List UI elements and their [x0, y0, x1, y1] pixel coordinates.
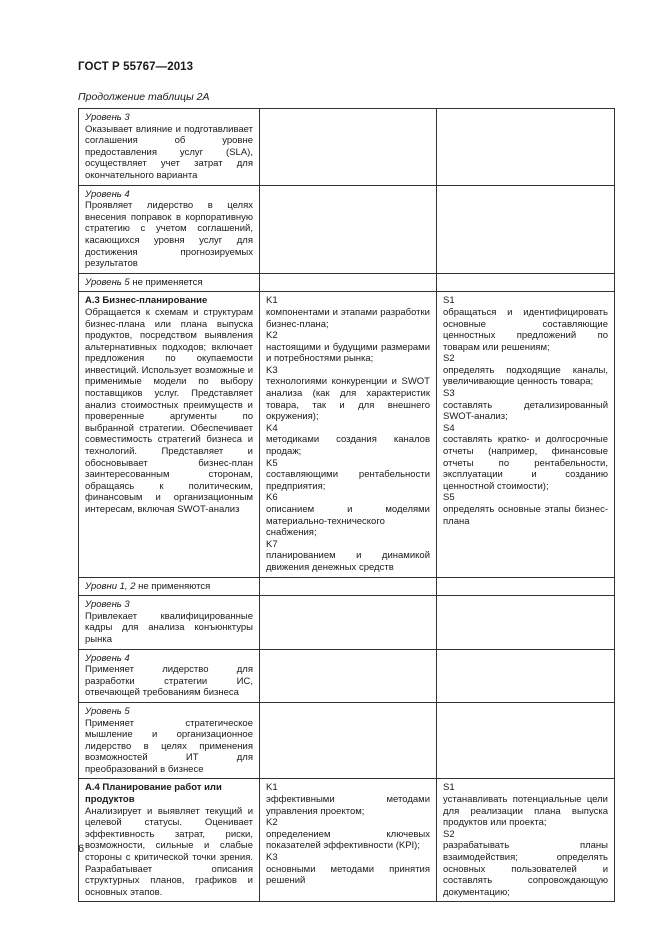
level-description: Применяет стратегическое мышление и организационное лидерство в целях применения возможностей ИТ для преобразований в бизнесе: [85, 717, 253, 775]
empty-cell: [437, 185, 615, 273]
skills-cell: [437, 779, 615, 902]
knowledge-code: K7: [266, 538, 278, 550]
empty-cell: [260, 596, 437, 649]
knowledge-cell: [260, 292, 437, 577]
skill-text: определять основные этапы бизнес-плана: [443, 504, 608, 527]
competence-table: [78, 108, 615, 902]
competence-cell: [79, 779, 260, 902]
knowledge-code: K2: [266, 330, 278, 342]
empty-cell: [437, 596, 615, 649]
table-row: [79, 185, 615, 273]
skill-text: составлять детализированный SWOT-анализ;: [443, 399, 608, 423]
level-description: Привлекает квалифицированные кадры для анализа конъюнктуры рынка: [85, 610, 253, 645]
empty-cell: [260, 702, 437, 779]
competence-cell: [79, 292, 260, 577]
level-label: Уровень 3: [85, 112, 130, 123]
empty-cell: [437, 109, 615, 186]
knowledge-code: K6: [266, 492, 278, 504]
knowledge-code: K4: [266, 422, 278, 434]
knowledge-text: планированием и динамикой движения денежных средств: [266, 550, 430, 573]
note-level-label: Уровни 1, 2: [85, 580, 136, 592]
competence-table-body: [79, 109, 615, 902]
table-row: [79, 292, 615, 577]
skill-code: S5: [443, 492, 455, 504]
level-label: Уровень 3: [85, 599, 130, 611]
knowledge-text: технологиями конкуренции и SWOT анализа (как для характеристик товара, так и для внешнего окружения);: [266, 376, 430, 423]
level-cell: [79, 702, 260, 779]
level-cell: [79, 185, 260, 273]
knowledge-text: описанием и моделями материально-технического снабжения;: [266, 504, 430, 539]
skill-text: разрабатывать планы взаимодействия; определять основных пользователей и составлять сопровождающую документацию;: [443, 840, 608, 898]
knowledge-text: эффективными методами управления проектом;: [266, 794, 430, 817]
knowledge-text: определением ключевых показателей эффективности (KPI);: [266, 828, 430, 852]
empty-cell: [260, 649, 437, 702]
skill-code: S1: [443, 295, 455, 307]
level-cell: [79, 596, 260, 649]
skill-text: обращаться и идентифицировать основные составляющие ценностных предложений по товарам или решениям;: [443, 306, 608, 353]
empty-cell: [437, 649, 615, 702]
competence-title: А.3 Бизнес-планирование: [85, 295, 208, 307]
table-continuation-caption: Продолжение таблицы 2А: [78, 91, 210, 103]
competence-description: Обращается к схемам и структурам бизнес-плана или плана выпуска продуктов, посредством выявления альтернативных подходов; включает предложения по окупаемости инвестиций. Использует возможные и применимые модели по выбору поставщиков услуг. Представляет анализ стоимостных преимуществ и проверенные аргументы по выбранной стратегии. Обеспечивает совместимость стратегий бизнеса и технологий. Представляет и обосновывает бизнес-план заинтересованным сторонам, обращаясь к политическим, финансовым и организационным интересам, включая SWOT-анализ: [85, 306, 253, 515]
skill-text: устанавливать потенциальные цели для реализации плана выпуска продуктов или проекта;: [443, 794, 608, 829]
empty-cell: [260, 185, 437, 273]
skill-code: S2: [443, 828, 455, 840]
level-label: Уровень 4: [85, 652, 130, 664]
empty-cell: [437, 577, 615, 596]
note-cell: [79, 273, 260, 292]
knowledge-text: настоящими и будущими размерами и потребностями рынка;: [266, 341, 430, 365]
competence-description: Анализирует и выявляет текущий и целевой статусы. Оценивает эффективность затрат, риски, возможности, сильные и слабые стороны с критической точки зрения. Разрабатывает описания структурных планов, графиков и основных этапов.: [85, 805, 253, 898]
knowledge-code: K1: [266, 295, 278, 307]
table-row: [79, 273, 615, 292]
level-description: Проявляет лидерство в целях внесения поправок в корпоративную стратегию с учетом соглашений, касающихся уровня услуг для достижения прогнозируемых результатов: [85, 200, 253, 270]
skill-code: S4: [443, 422, 455, 434]
level-description: Оказывает влияние и подготавливает соглашения об уровне предоставления услуг (SLA), осуществляет учет затрат для окончательного варианта: [85, 123, 253, 181]
knowledge-code: K3: [266, 852, 278, 864]
skill-text: определять подходящие каналы, увеличивающие ценность товара;: [443, 364, 608, 388]
knowledge-code: K3: [266, 364, 278, 376]
empty-cell: [260, 273, 437, 292]
note-level-label: Уровень 5: [85, 276, 130, 288]
knowledge-code: K1: [266, 782, 278, 794]
level-cell: [79, 109, 260, 186]
skill-code: S1: [443, 782, 455, 794]
level-label: Уровень 5: [85, 705, 130, 717]
knowledge-code: K2: [266, 817, 278, 829]
skill-code: S3: [443, 388, 455, 400]
document-header: ГОСТ Р 55767—2013: [78, 61, 194, 73]
empty-cell: [260, 577, 437, 596]
knowledge-text: методиками создания каналов продаж;: [266, 434, 430, 458]
note-cell: [79, 577, 260, 596]
competence-title: А.4 Планирование работ или продуктов: [85, 782, 222, 806]
page-number: 6: [78, 843, 85, 855]
level-description: Применяет лидерство для разработки стратегии ИС, отвечающей требованиям бизнеса: [85, 664, 253, 699]
empty-cell: [260, 109, 437, 186]
knowledge-text: основными методами принятия решений: [266, 863, 430, 887]
knowledge-cell: [260, 779, 437, 902]
level-label: Уровень 4: [85, 188, 130, 200]
knowledge-text: составляющими рентабельности предприятия;: [266, 469, 430, 492]
empty-cell: [437, 273, 615, 292]
note-text: не применяется: [129, 276, 203, 288]
note-text: не применяются: [135, 580, 211, 592]
table-row: [79, 577, 615, 596]
table-row: [79, 109, 615, 186]
knowledge-code: K5: [266, 457, 278, 469]
table-row: [79, 702, 615, 779]
skills-cell: [437, 292, 615, 577]
table-row: [79, 596, 615, 649]
skill-code: S2: [443, 353, 455, 365]
table-row: [79, 649, 615, 702]
table-row: [79, 779, 615, 902]
skill-text: составлять кратко- и долгосрочные отчеты (например, финансовые отчеты по рентабельности, эксплуатации и созданию ценностной стоимости);: [443, 434, 608, 492]
empty-cell: [437, 702, 615, 779]
level-cell: [79, 649, 260, 702]
knowledge-text: компонентами и этапами разработки бизнес-плана;: [266, 306, 430, 330]
